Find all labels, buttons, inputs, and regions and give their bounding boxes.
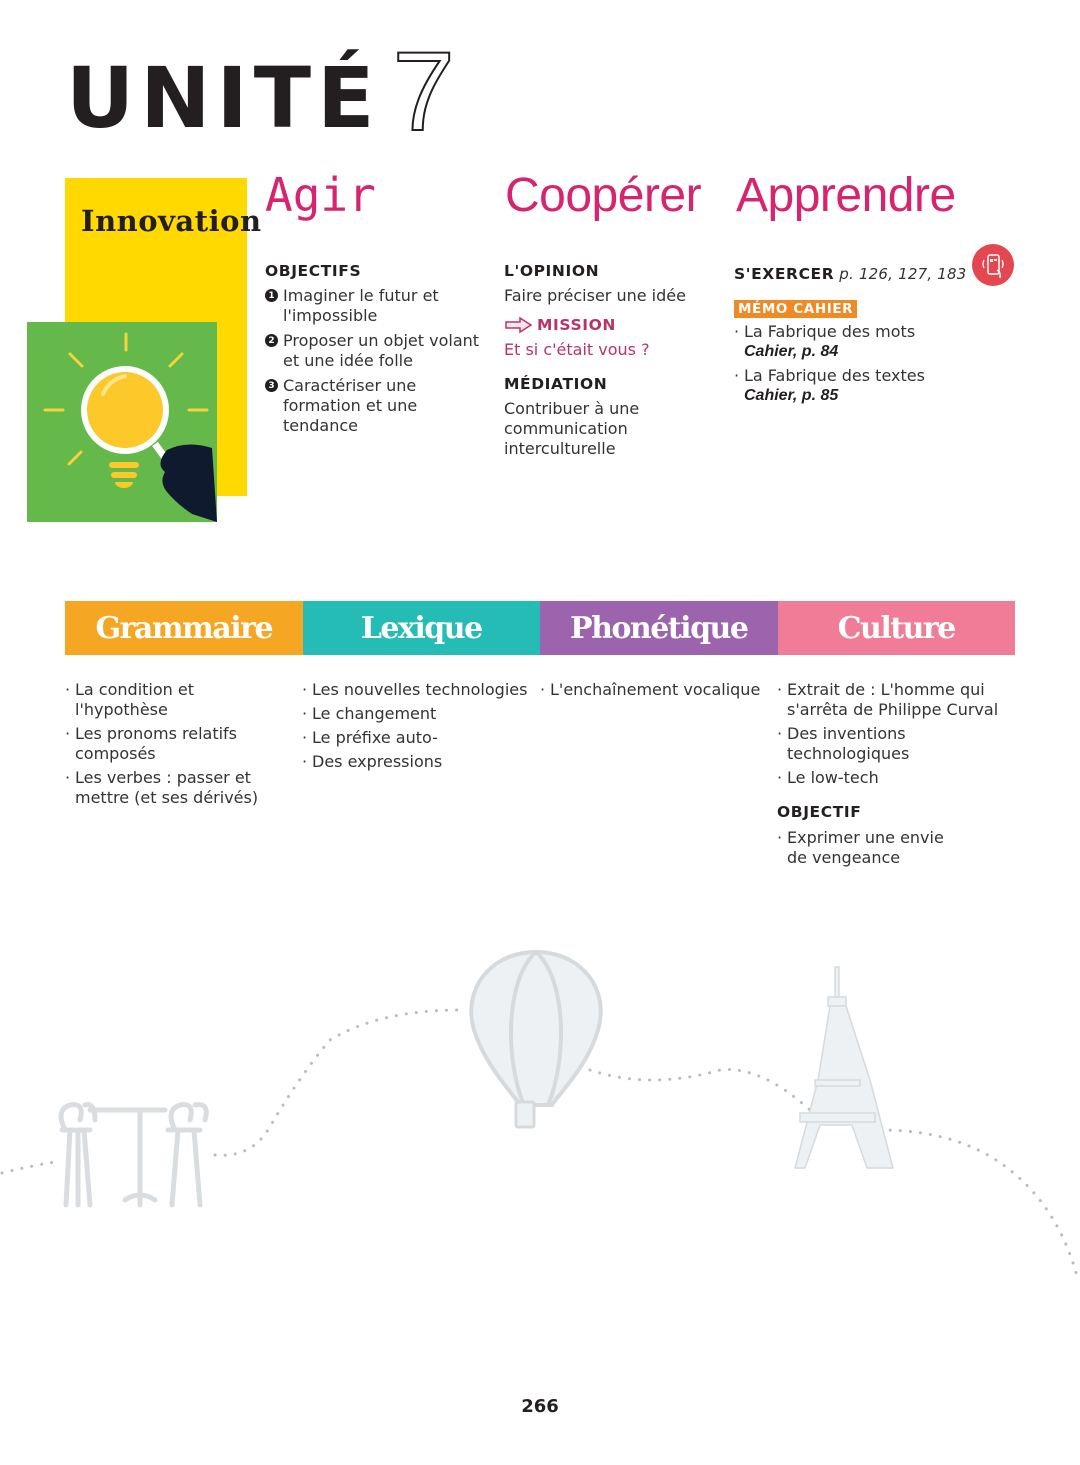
opinion-heading: L'OPINION (504, 262, 600, 280)
objective-text: Imaginer le futur et l'impossible (283, 286, 439, 325)
opinion-text: Faire préciser une idée (504, 286, 686, 305)
column-title-cooperer: Coopérer (505, 169, 702, 222)
hot-air-balloon-icon (471, 952, 601, 1127)
mediation-heading: MÉDIATION (504, 375, 608, 393)
band-phonetique: Phonétique (540, 601, 778, 655)
list-item: · Le changement (302, 704, 437, 723)
mission-heading: MISSION (537, 316, 616, 334)
list-item: · Des expressions (302, 752, 443, 771)
objective-text: Caractériser une formation et une tendance (283, 376, 418, 435)
list-item: · Les pronoms relatifs composés (65, 724, 238, 763)
column-title-agir: Agir (265, 168, 376, 222)
number-badge-3: 3 (265, 379, 278, 392)
memo-item-ref: Cahier, p. 85 (744, 387, 839, 404)
column-title-apprendre: Apprendre (736, 169, 956, 222)
list-item: · La condition et l'hypothèse (65, 680, 194, 719)
agir-objectives (265, 262, 495, 441)
unit-word: UNITÉ (66, 49, 381, 147)
band-grammaire: Grammaire (65, 601, 303, 655)
unit-number: 7 (392, 29, 455, 154)
objective-item (265, 376, 495, 436)
smartphone-app-icon[interactable] (972, 244, 1014, 286)
grammaire-list (65, 680, 290, 812)
page-number: 266 (521, 1396, 559, 1417)
skills-band (65, 601, 1015, 655)
cooperer-content (504, 262, 719, 459)
list-item: · Extrait de : L'homme qui s'arrêta de Philippe Curval (777, 680, 999, 719)
number-badge-1: 1 (265, 289, 278, 302)
mediation-text: Contribuer à une communication interculturelle (504, 399, 640, 458)
apprendre-content (734, 262, 1014, 410)
mission-heading-row (504, 316, 719, 334)
phonetique-list (540, 680, 775, 704)
objective-text: Proposer un objet volant et une idée folle (283, 331, 480, 370)
band-lexique: Lexique (303, 601, 541, 655)
list-item: · Le low-tech (777, 768, 879, 787)
objective-item (265, 286, 495, 326)
culture-list (777, 680, 1007, 872)
memo-item-text: La Fabrique des mots (744, 322, 916, 341)
list-item: · Les nouvelles technologies (302, 680, 528, 699)
eiffel-tower-icon (795, 967, 893, 1168)
theme-label: Innovation (81, 204, 262, 238)
memo-item: · La Fabrique des textes Cahier, p. 85 (734, 366, 925, 404)
band-culture: Culture (778, 601, 1016, 655)
list-item: · Les verbes : passer et mettre (et ses dérivés) (65, 768, 259, 807)
objectives-heading: OBJECTIFS (265, 262, 362, 280)
unit-title (66, 29, 455, 154)
exercer-row (734, 262, 1014, 286)
lexique-list (302, 680, 537, 776)
memo-item: · La Fabrique des mots Cahier, p. 84 (734, 322, 916, 360)
culture-objective-heading: OBJECTIF (777, 803, 862, 821)
objective-item (265, 331, 495, 371)
number-badge-2: 2 (265, 334, 278, 347)
list-item: · Exprimer une envie de vengeance (777, 828, 944, 867)
cafe-table-icon (61, 1105, 206, 1205)
exercer-heading: S'EXERCER (734, 265, 835, 283)
memo-item-text: La Fabrique des textes (744, 366, 925, 385)
memo-item-ref: Cahier, p. 84 (744, 343, 839, 360)
lightbulb-icon (27, 322, 217, 522)
list-item: · L'enchaînement vocalique (540, 680, 761, 699)
list-item: · Le préfixe auto- (302, 728, 438, 747)
memo-cahier-badge: MÉMO CAHIER (734, 300, 857, 318)
paris-decoration-illustration (0, 930, 1080, 1300)
lightbulb-magnifier-illustration (27, 322, 217, 522)
list-item: · Des inventions technologiques (777, 724, 910, 763)
arrow-right-icon (504, 316, 534, 334)
exercer-pages: p. 126, 127, 183 (839, 265, 967, 283)
mission-text: Et si c'était vous ? (504, 340, 650, 359)
